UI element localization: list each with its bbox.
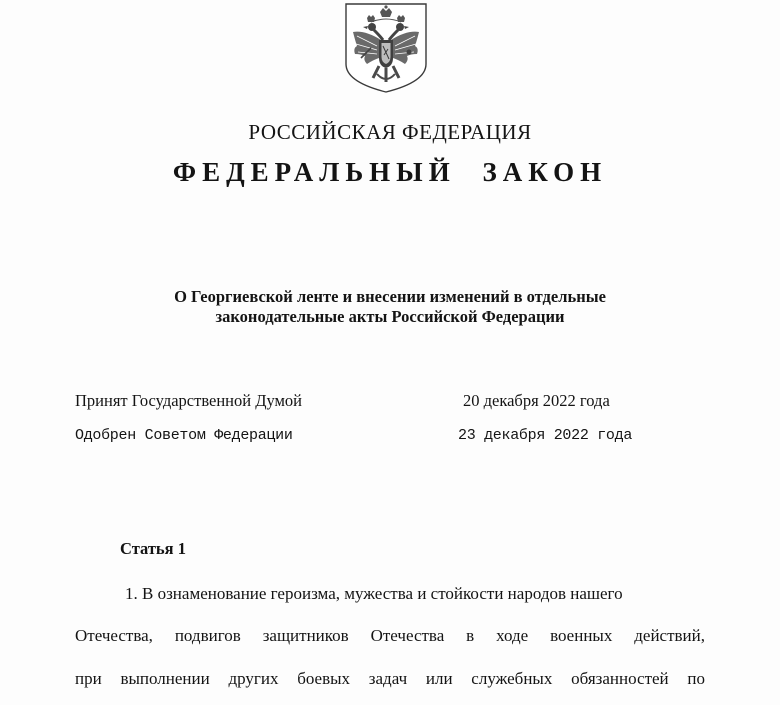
country-name: РОССИЙСКАЯ ФЕДЕРАЦИЯ	[248, 120, 532, 144]
article-text-line: Отечества, подвигов защитников Отечества в ходе военных действий,	[75, 626, 705, 645]
approved-by-council-date: 23 декабря 2022 года	[458, 427, 633, 444]
article-heading: Статья 1	[120, 539, 186, 558]
document-type: ФЕДЕРАЛЬНЫЙ ЗАКОН	[172, 157, 608, 187]
adopted-by-duma-date: 20 декабря 2022 года	[463, 391, 610, 410]
law-title-line-1: О Георгиевской ленте и внесении изменений в отдельные	[174, 287, 606, 306]
article-text-line: при выполнении других боевых задач или служебных обязанностей по	[75, 669, 705, 688]
law-title	[0, 287, 780, 327]
adopted-by-duma-label: Принят Государственной Думой	[75, 391, 303, 410]
law-title-line-2: законодательные акты Российской Федерации	[215, 307, 565, 326]
russian-coat-of-arms-icon	[343, 2, 429, 94]
approved-by-council-label: Одобрен Советом Федерации	[75, 427, 293, 444]
article-text-line: 1. В ознаменование героизма, мужества и стойкости народов нашего	[125, 584, 623, 603]
